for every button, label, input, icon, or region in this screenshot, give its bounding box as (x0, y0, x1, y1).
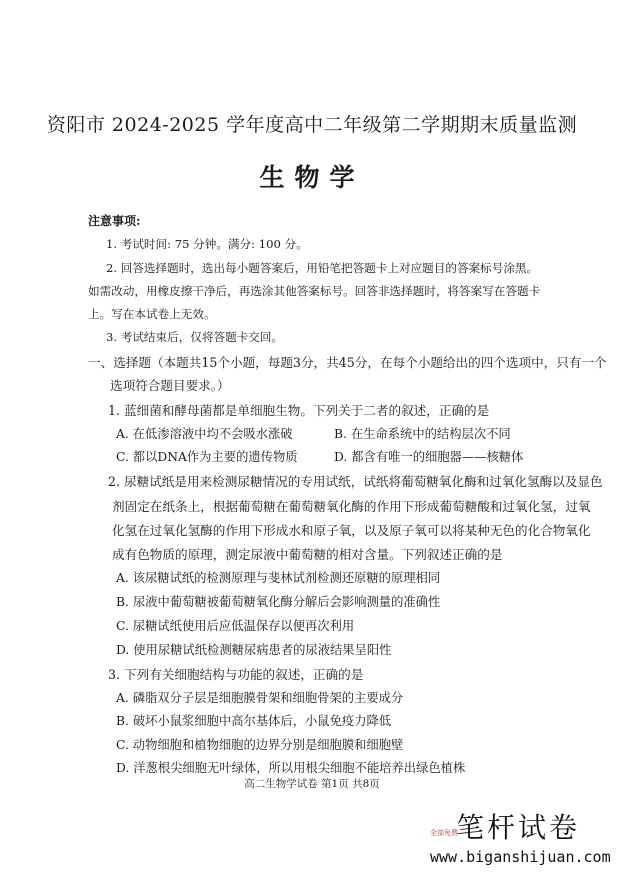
watermark-brand: 笔杆试卷 (456, 811, 581, 844)
q1-option-a: A. 在低渗溶液中均不会吸水涨破 (116, 427, 293, 441)
q1-option-b: B. 在生命系统中的结构层次不同 (334, 427, 511, 441)
question-2-stem: 2. 尿糖试纸是用来检测尿糖情况的专用试纸，试纸将葡萄糖氧化酶和过氧化氢酶以及显色 (108, 474, 603, 489)
notice-heading: 注意事项: (88, 214, 141, 228)
q3-option-c: C. 动物细胞和植物细胞的边界分别是细胞膜和细胞壁 (116, 738, 404, 752)
section-heading-cont: 选项符合题目要求。） (110, 378, 230, 393)
notice-line: 上。写在本试卷上无效。 (88, 307, 216, 321)
q2-option-a: A. 该尿糖试纸的检测原理与斐林试剂检测还原糖的原理相同 (116, 571, 441, 585)
q1-option-d: D. 都含有唯一的细胞器——核糖体 (334, 450, 524, 464)
subject-title: 生物学 (259, 163, 365, 192)
page-footer: 高二生物学试卷 第1页 共8页 (244, 778, 380, 790)
q3-option-d: D. 洋葱根尖细胞无叶绿体，所以用根尖细胞不能培养出绿色植株 (116, 761, 466, 775)
question-1-stem: 1. 蓝细菌和酵母菌都是单细胞生物。下列关于二者的叙述，正确的是 (108, 403, 490, 418)
q3-option-a: A. 磷脂双分子层是细胞膜骨架和细胞骨架的主要成分 (116, 691, 404, 705)
exam-title: 资阳市 2024-2025 学年度高中二年级第二学期期末质量监测 (46, 114, 578, 136)
notice-line: 1. 考试时间: 75 分钟。满分: 100 分。 (106, 237, 308, 251)
question-3-stem: 3. 下列有关细胞结构与功能的叙述，正确的是 (108, 667, 364, 682)
q2-option-c: C. 尿糖试纸使用后应低温保存以便再次利用 (116, 619, 355, 633)
q3-option-b: B. 破坏小鼠浆细胞中高尔基体后，小鼠免疫力降低 (116, 714, 392, 728)
notice-line: 如需改动，用橡皮擦干净后，再选涂其他答案标号。回答非选择题时，将答案写在答题卡 (88, 284, 541, 298)
q2-option-d: D. 使用尿糖试纸检测糖尿病患者的尿液结果呈阳性 (116, 643, 392, 657)
question-2-stem: 剂固定在纸条上，根据葡萄糖在葡萄糖氧化酶的作用下形成葡萄糖酸和过氧化氢，过氧 (112, 499, 591, 514)
watermark-url: www.biganshijuan.com (430, 848, 611, 866)
watermark-logo (430, 806, 618, 878)
q2-option-b: B. 尿液中葡萄糖被葡萄糖氧化酶分解后会影响测量的准确性 (116, 595, 441, 609)
question-2-stem: 化氢在过氧化氢酶的作用下形成水和原子氧，以及原子氧可以将某种无色的化合物氧化 (112, 523, 591, 538)
notice-line: 2. 回答选择题时，选出每小题答案后，用铅笔把答题卡上对应题目的答案标号涂黑。 (106, 261, 539, 275)
watermark-side-text: 全部免费 (430, 829, 458, 837)
question-2-stem: 成有色物质的原理，测定尿液中葡萄糖的相对含量。下列叙述正确的是 (112, 547, 503, 562)
q1-option-c: C. 都以DNA作为主要的遗传物质 (116, 450, 298, 464)
section-heading: 一、选择题（本题共15个小题，每题3分，共45分，在每个小题给出的四个选项中，只有一个 (88, 355, 607, 370)
notice-line: 3. 考试结束后，仅将答题卡交回。 (106, 330, 284, 344)
